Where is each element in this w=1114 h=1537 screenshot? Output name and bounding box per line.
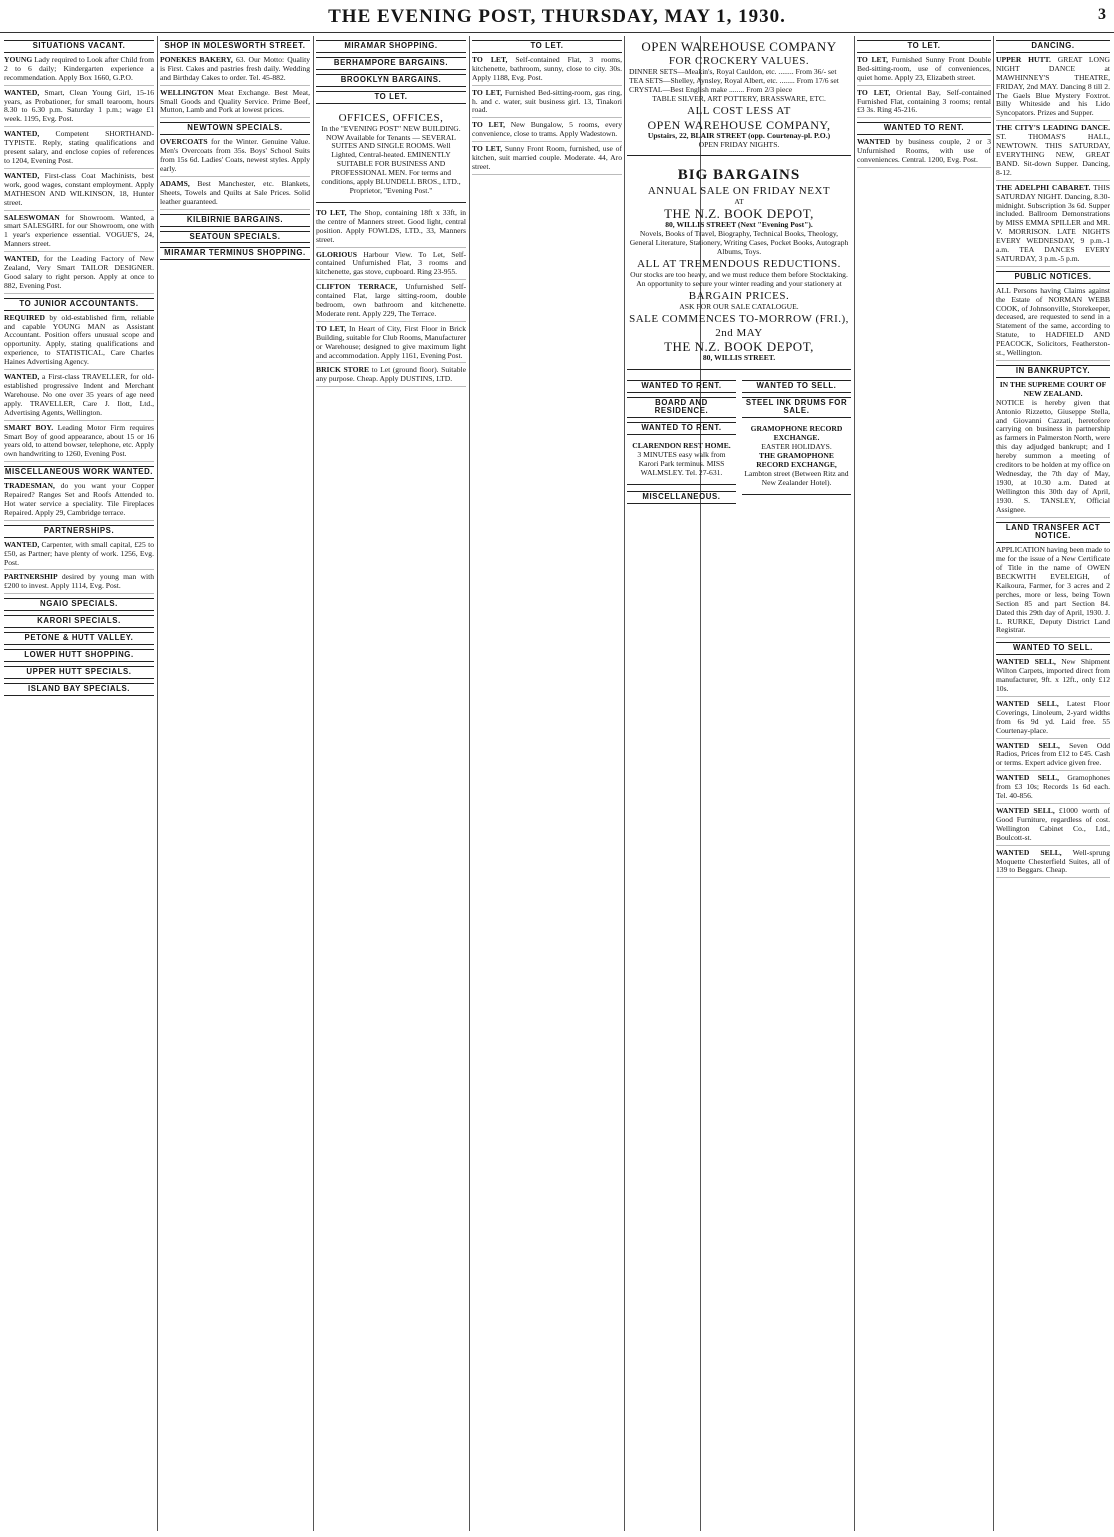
depot-reductions: ALL AT TREMENDOUS REDUCTIONS. — [637, 257, 841, 270]
ad-caption: YOUNG — [4, 54, 33, 64]
classified-ad — [996, 774, 1110, 804]
classified-ad — [4, 482, 154, 521]
warehouse-line: CRYSTAL—Best English make ........ From 2/3 piece — [629, 84, 793, 94]
column-rule — [624, 36, 625, 1531]
ad-text: ST. THOMAS'S HALL, NEWTOWN. THIS SATURDAY, EVERYTHING NEW, GREAT BAND. Sit-down Supper. Dancing, 8-12. — [996, 132, 1110, 177]
classified-ad — [316, 283, 466, 322]
section-heading: BOARD AND RESIDENCE. — [627, 397, 736, 419]
gramophone-name: THE GRAMOPHONE RECORD EXCHANGE, — [756, 451, 837, 469]
section-heading: PETONE & HUTT VALLEY. — [4, 632, 154, 645]
depot-ask: ASK FOR OUR SALE CATALOGUE. — [679, 301, 799, 311]
ad-caption: WANTED SELL, — [996, 698, 1059, 708]
classified-ad — [316, 366, 466, 387]
section-heading: WANTED TO RENT. — [627, 380, 736, 393]
classified-ad — [472, 56, 622, 86]
ad-text: New Bungalow, 5 rooms, every convenience, close to trams. Apply Wadestown. — [472, 120, 622, 139]
land-transfer-notice: APPLICATION having been made to me for the issue of a New Certificate of Title in the name of OWEN BECKWITH EVELEIGH, of Kaikoura, Farmer, for 3 acres and 2 perches, more or less, being Town Section 85 and part Section 84. Dated this 29th day of April, 1930. J. L. RURKE, Deputy District Land Registrar. — [996, 546, 1110, 638]
ad-text: The Shop, containing 18ft x 33ft, in the centre of Manners street. Good light, central position. Apply FOWLDS, LTD., 33, Manners street. — [316, 207, 466, 244]
ad-text: Self-contained Flat, 3 rooms, kitchenette, bathroom, sunny, close to city. 30s. Apply 1188, Evg. Post. — [472, 54, 622, 82]
classified-ad — [4, 130, 154, 169]
section-heading: PARTNERSHIPS. — [4, 525, 154, 538]
ad-text: by business couple, 2 or 3 Unfurnished Rooms, with use of conveniences. Central. 1200, Evg. Post. — [857, 137, 991, 165]
ad-caption: ADAMS, — [160, 178, 190, 188]
ad-text: a First-class TRAVELLER, for old-established progressive Indent and Merchant Warehouse. No one over 35 years of age need apply. TRAVELLER, Care J. Ilott, Ltd., Advertising Agents, Wellington. — [4, 372, 154, 417]
warehouse-line: TEA SETS—Shelley, Aynsley, Royal Albert, etc. ........ From 17/6 set — [629, 75, 839, 85]
ad-text: Meat Exchange. Best Meat, Small Goods and Quality Service. Prime Beef, Mutton, Lamb and Pork at lowest prices. — [160, 87, 310, 115]
classified-ad — [4, 172, 154, 211]
split-sections — [627, 376, 851, 507]
ad-caption: WANTED, — [4, 372, 40, 382]
ad-caption: OVERCOATS — [160, 137, 208, 147]
ad-caption: WANTED, — [4, 539, 40, 549]
section-heading: BERHAMPORE BARGAINS. — [316, 57, 466, 70]
column-4 — [472, 36, 622, 1531]
ad-text: by old-established firm, reliable and capable YOUNG MAN as Assistant Accountant. Position offers unusual scope and opportunity. Apply, stating qualifications and experience, to STATISTICAL, Care Charles Haines Advertising Agency. — [4, 312, 154, 367]
ad-text: for Showroom. Wanted, a smart SALESGIRL for our Showroom, one with 1 year's experience essential. VOGUE'S, 24, Manners street. — [4, 212, 154, 249]
section-heading: MISCELLANEOUS WORK WANTED. — [4, 466, 154, 479]
clarendon-ad — [627, 438, 736, 485]
depot-name-2: THE N.Z. BOOK DEPOT, — [664, 338, 814, 354]
depot-body: Novels, Books of Travel, Biography, Technical Books, Theology, General Literature, Stationery, Writing Cases, Pocket Books, Autograph Albums, Toys. — [629, 229, 849, 257]
classified-ad — [4, 573, 154, 594]
offices-subtitle: In the "EVENING POST" NEW BUILDING. — [321, 123, 461, 133]
column-rule — [854, 36, 855, 1531]
section-heading: UPPER HUTT SPECIALS. — [4, 666, 154, 679]
page-number: 3 — [1098, 6, 1106, 23]
ad-caption: REQUIRED — [4, 312, 45, 322]
ad-caption: WANTED, — [4, 170, 40, 180]
ad-text: to Let (ground floor). Suitable any purpose. Cheap. Apply DUSTINS, LTD. — [316, 365, 466, 384]
ad-text: Best Manchester, etc. Blankets, Sheets, Towels and Quilts at Sale Prices. Solid leather guaranteed. — [160, 178, 310, 206]
classified-ad — [857, 138, 991, 168]
column-rule — [993, 36, 994, 1531]
section-heading: ISLAND BAY SPECIALS. — [4, 683, 154, 696]
offices-title: OFFICES, OFFICES, — [338, 111, 444, 124]
gramophone-ad — [742, 421, 851, 494]
bankruptcy-notice: NOTICE is hereby given that Antonio Rizzetto, Giuseppe Stella, and Giovanni Cazzati, heretofore carrying on business in partnership as farmers in Palmerston North, were this day adjudged bankrupt; and I hereby summon a meeting of creditors to be holden at my office on Wednesday, the 7th day of May, 1930, at 10.30 a.m. Dated at Wellington this 30th day of April, 1930. S. TANSLEY, Official Assignee. — [996, 399, 1110, 518]
ad-text: Latest Floor Coverings, Linoleum, 2-yard widths from 6s 9d yd. Laid free. 55 Courtenay-place. — [996, 698, 1110, 735]
ad-text: Gramophones from £3 10s; Records 1s 6d each. Tel. 40-856. — [996, 773, 1110, 801]
ad-text: Well-sprung Moquette Chesterfield Suites, all of 139 to Beggars. Cheap. — [996, 847, 1110, 875]
section-heading: STEEL INK DRUMS FOR SALE. — [742, 397, 851, 419]
classified-ad — [472, 121, 622, 142]
ad-text: for the Winter. Genuine Value. Men's Overcoats from 35s. Boys' School Suits from 15s 6d. Ladies' Coats, newest styles. Apply early. — [160, 137, 310, 173]
section-heading: TO LET. — [857, 40, 991, 53]
ad-caption: TO LET, — [472, 144, 503, 154]
ad-caption: GLORIOUS — [316, 249, 357, 259]
ad-text: desired by young man with £200 to invest. Apply 1114, Evg. Post. — [4, 572, 154, 591]
classified-ad — [857, 89, 991, 119]
warehouse-name: OPEN WAREHOUSE COMPANY, — [647, 117, 831, 132]
public-notice: ALL Persons having Claims against the Estate of NORMAN WEBB COOK, of Johnsonville, Storekeeper, deceased, are requested to send in a Statement of the same, according to Statute, to HADFIELD AND PEACOCK, Solicitors, Featherston-st., Wellington. — [996, 287, 1110, 361]
section-heading: SEATOUN SPECIALS. — [160, 231, 310, 244]
classified-ad — [160, 138, 310, 177]
classified-ad — [996, 742, 1110, 772]
ad-caption: WELLINGTON — [160, 87, 214, 97]
ad-text: £1000 worth of Good Furniture, regardless of cost. Wellington Cabinet Co., Ltd., Boulcott-st. — [996, 805, 1110, 842]
ad-caption: CLIFTON TERRACE, — [316, 282, 398, 292]
column-1 — [4, 36, 154, 1531]
ad-caption: WANTED, — [4, 129, 40, 139]
classified-ad — [472, 89, 622, 119]
classified-ad — [857, 56, 991, 86]
ad-text: Oriental Bay, Self-contained Furnished Flat, containing 3 rooms; rental £3 3s. Ring 45-216. — [857, 87, 991, 115]
classified-ad — [996, 658, 1110, 697]
section-heading: MISCELLANEOUS. — [627, 491, 736, 504]
ad-text: Harbour View. To Let, Self-contained Unfurnished Flat, 3 rooms and kitchenette, gas stove, cupboard. Ring 23-955. — [316, 249, 466, 277]
classified-ad — [996, 849, 1110, 879]
depot-address: 80, WILLIS STREET (Next "Evening Post"). — [665, 220, 813, 230]
gramophone-title: GRAMOPHONE RECORD EXCHANGE. — [750, 424, 843, 443]
ad-caption: TO LET, — [472, 120, 506, 130]
section-heading: TO LET. — [316, 91, 466, 104]
gramophone-address: Lambton street (Between Ritz and New Zealander Hotel). — [744, 468, 849, 487]
depot-subtitle: ANNUAL SALE ON FRIDAY NEXT — [647, 185, 831, 198]
ad-text: 63. Our Motto: Quality is First. Cakes and pastries fresh daily. Wedding and Birthday Cakes to order. Tel. 45-882. — [160, 54, 310, 82]
newspaper-title: THE EVENING POST, THURSDAY, MAY 1, 1930. — [328, 6, 786, 27]
depot-name: THE N.Z. BOOK DEPOT, — [664, 206, 814, 222]
warehouse-title: OPEN WAREHOUSE COMPANY — [641, 39, 837, 54]
depot-prices: BARGAIN PRICES. — [688, 289, 790, 302]
book-depot-display-ad — [627, 162, 851, 369]
ad-caption: SALESWOMAN — [4, 212, 60, 222]
section-heading: WANTED TO RENT. — [627, 422, 736, 435]
section-heading: MIRAMAR SHOPPING. — [316, 40, 466, 53]
ad-caption: WANTED, — [4, 87, 40, 97]
ad-caption: WANTED SELL, — [996, 773, 1060, 783]
warehouse-hours: OPEN FRIDAY NIGHTS. — [698, 139, 780, 149]
ad-caption: WANTED SELL, — [996, 740, 1060, 750]
warehouse-address: Upstairs, 22, BLAIR STREET (opp. Courtenay-pl. P.O.) — [647, 130, 831, 140]
warehouse-note: TABLE SILVER, ART POTTERY, BRASSWARE, ETC. — [652, 93, 826, 103]
ad-text: Competent SHORTHAND-TYPISTE. Reply, stating qualifications and present salary, and enclose copies of references to 1204, Evening Post. — [4, 129, 154, 165]
ad-caption: WANTED SELL, — [996, 657, 1056, 667]
offices-body: NOW Available for Tenants — SEVERAL SUITES AND SINGLE ROOMS. Well Lighted, Central-heated. EMINENTLY SUITABLE FOR BUSINESS AND PROFESSIONAL MEN. For terms and conditions, apply BLUNDELL BROS., LTD., Proprietor, "Evening Post." — [321, 132, 461, 195]
section-heading: MIRAMAR TERMINUS SHOPPING. — [160, 247, 310, 260]
ad-caption: TO LET, — [857, 54, 888, 64]
column-6 — [857, 36, 991, 1531]
section-heading: KARORI SPECIALS. — [4, 615, 154, 628]
split-left — [627, 376, 736, 507]
depot-stocks: Our stocks are too heavy, and we must reduce them before Stocktaking. An opportunity to secure your winter reading and your stationery at — [630, 269, 848, 288]
ad-text: Seven Odd Radios, Prices from £12 to £45. Cash or terms. Expert advice given free. — [996, 740, 1110, 768]
ad-text: Carpenter, with small capital, £25 to £50, as Partner; have plenty of work. 1256, Evg. Post. — [4, 539, 154, 567]
ad-caption: TO LET, — [472, 87, 503, 97]
classified-ad — [996, 700, 1110, 739]
ad-text: Furnished Bed-sitting-room, gas ring, h. and c. water, suit business girl. 13, Tinakori road. — [472, 87, 622, 115]
depot-address-2: 80, WILLIS STREET. — [702, 352, 776, 362]
section-heading: SITUATIONS VACANT. — [4, 40, 154, 53]
section-heading: NEWTOWN SPECIALS. — [160, 122, 310, 135]
ad-text: In Heart of City, First Floor in Brick Building, suitable for Club Rooms, Manufacturer or Warehouse; designed to give maximum light and accommodation. Apply 1161, Evening Post. — [316, 323, 466, 360]
ad-caption: THE ADELPHI CABARET. — [996, 182, 1091, 192]
ad-caption: SMART BOY. — [4, 422, 54, 432]
column-rule — [313, 36, 314, 1531]
ad-text: Furnished Sunny Front Double Bed-sitting-room, use of conveniences, quiet home. Apply 23, Elizabeth street. — [857, 54, 991, 82]
ad-text: First-class Coat Machinists, best work, good wages, constant employment. Apply MATHESON AND WILKINSON, 18, Hunter street. — [4, 170, 154, 207]
depot-title: BIG BARGAINS — [677, 167, 801, 184]
warehouse-cost: ALL COST LESS AT — [687, 104, 791, 117]
classified-ad — [472, 145, 622, 175]
clarendon-text: 3 MINUTES easy walk from Karori Park terminus. MISS WALMSLEY. Tel. 27-631. — [637, 450, 726, 477]
classified-ad — [316, 251, 466, 281]
section-heading: SHOP IN MOLESWORTH STREET. — [160, 40, 310, 53]
section-heading: NGAIO SPECIALS. — [4, 598, 154, 611]
offices-display-ad — [316, 107, 466, 203]
section-heading: BROOKLYN BARGAINS. — [316, 74, 466, 87]
section-heading: LOWER HUTT SHOPPING. — [4, 649, 154, 662]
section-heading: IN BANKRUPTCY. — [996, 365, 1110, 378]
section-heading: WANTED TO RENT. — [857, 122, 991, 135]
clarendon-title: CLARENDON REST HOME. — [632, 441, 731, 451]
classified-ad — [996, 124, 1110, 180]
ad-text: Smart, Clean Young Girl, 15-16 years, as Probationer, for small tearoom, hours 8.30 to 6.30 p.m. Saturday 1 p.m.; wage £1 week. 1195, Evg. Post. — [4, 87, 154, 124]
column-rule — [157, 36, 158, 1531]
ad-text: for the Leading Factory of New Zealand, Very Smart TAILOR DESIGNER. Good salary to right person. Apply at once to 882, Evening Post. — [4, 254, 154, 290]
masthead — [0, 0, 1114, 33]
ad-text: THIS SATURDAY NIGHT. Dancing, 8.30-midnight. Subscription 3s 6d. Supper included. Ballroom Demonstrations by MISS EMMA SPILLER and MR. V. MORRISON. LATE NIGHTS EVERY WEDNESDAY, 9 p.m.-1 a.m. TEA DANCES EVERY SATURDAY, 3 p.m.-5 p.m. — [996, 182, 1110, 263]
ad-caption: WANTED, — [4, 254, 40, 264]
depot-commences: SALE COMMENCES TO-MORROW (FRI.), 2nd MAY — [629, 312, 849, 339]
section-heading: WANTED TO SELL. — [742, 380, 851, 393]
section-heading: DANCING. — [996, 40, 1110, 53]
classified-ad — [4, 541, 154, 571]
column-2 — [160, 36, 310, 1531]
classified-ad — [160, 56, 310, 86]
classified-ad — [996, 184, 1110, 267]
warehouse-display-ad — [627, 36, 851, 156]
ad-text: Leading Motor Firm requires Smart Boy of good appearance, about 15 or 16 years old, to attend bowser, telephone, etc. Apply own handwriting to 1260, Evening Post. — [4, 422, 154, 459]
classified-ad — [4, 89, 154, 128]
classified-ad — [996, 807, 1110, 846]
ad-caption: TO LET, — [316, 207, 347, 217]
gramophone-subtitle: EASTER HOLIDAYS. — [761, 442, 832, 452]
warehouse-subtitle: FOR CROCKERY VALUES. — [668, 55, 810, 67]
ad-text: Sunny Front Room, furnished, use of kitchen, suit married couple. Moderate. 44, Aro street. — [472, 144, 622, 171]
ad-caption: UPPER HUTT. — [996, 54, 1051, 64]
classified-ad — [4, 373, 154, 421]
ad-caption: TO LET, — [316, 323, 347, 333]
ad-caption: BRICK STORE — [316, 365, 370, 375]
classified-ad — [4, 424, 154, 463]
ad-caption: THE CITY'S LEADING DANCE. — [996, 123, 1110, 133]
classified-ad — [160, 89, 310, 119]
ad-caption: WANTED SELL, — [996, 805, 1055, 815]
warehouse-line: DINNER SETS—Meakin's, Royal Cauldon, etc. ........ From 36/- set — [629, 67, 837, 76]
ad-text: Lady required to Look after Child from 2 to 6 daily; Kindergarten experience a recommendation. Apply Box 1660, G.P.O. — [4, 54, 154, 82]
ad-text: New Shipment Wilton Carpets, imported direct from manufacturer, 9ft. x 12ft., only £12 10s. — [996, 657, 1110, 693]
ad-caption: PARTNERSHIP — [4, 572, 58, 582]
section-heading: LAND TRANSFER ACT NOTICE. — [996, 522, 1110, 544]
classified-ad — [316, 325, 466, 364]
classified-ad — [4, 214, 154, 253]
ad-caption: TRADESMAN, — [4, 481, 55, 491]
classified-ad — [316, 209, 466, 248]
classified-ad — [4, 314, 154, 370]
section-heading: WANTED TO SELL. — [996, 642, 1110, 655]
ad-caption: WANTED SELL, — [996, 847, 1062, 857]
classified-ad — [996, 56, 1110, 121]
ad-text: GREAT LONG NIGHT DANCE at MAWHINNEY'S THEATRE, FRIDAY, 2nd MAY. Dancing 8 till 2. The Gaels Blue Mystery Foxtrot. Billy Whiteside and his Lido Syncopators. Prizes and Supper. — [996, 54, 1110, 118]
classified-ad — [160, 180, 310, 210]
section-heading: PUBLIC NOTICES. — [996, 271, 1110, 284]
ad-caption: TO LET, — [472, 54, 508, 64]
column-3 — [316, 36, 466, 1531]
ad-caption: PONEKES BAKERY, — [160, 54, 233, 64]
ad-text: Unfurnished Self-contained Flat, large sitting-room, double bedroom, own bathroom and kitchenette. Moderate rent. Apply 229, The Terrace. — [316, 282, 466, 318]
column-rule — [469, 36, 470, 1531]
ad-caption: WANTED — [857, 137, 891, 147]
ad-text: do you want your Copper Repaired? Ranges Set and Roofs Attended to. Hot water service a speciality. Tile Fireplaces Repaired. Apply 29, Cambridge terrace. — [4, 481, 154, 517]
classified-ad — [4, 56, 154, 86]
court-heading: IN THE SUPREME COURT OF NEW ZEALAND. — [999, 379, 1107, 398]
depot-at: AT — [734, 197, 744, 207]
column-display — [627, 36, 851, 1531]
section-heading: TO JUNIOR ACCOUNTANTS. — [4, 298, 154, 311]
classified-ad — [4, 255, 154, 294]
ad-caption: TO LET, — [857, 87, 891, 97]
section-heading: TO LET. — [472, 40, 622, 53]
column-7 — [996, 36, 1110, 1531]
split-right — [742, 376, 851, 507]
section-heading: KILBIRNIE BARGAINS. — [160, 214, 310, 227]
